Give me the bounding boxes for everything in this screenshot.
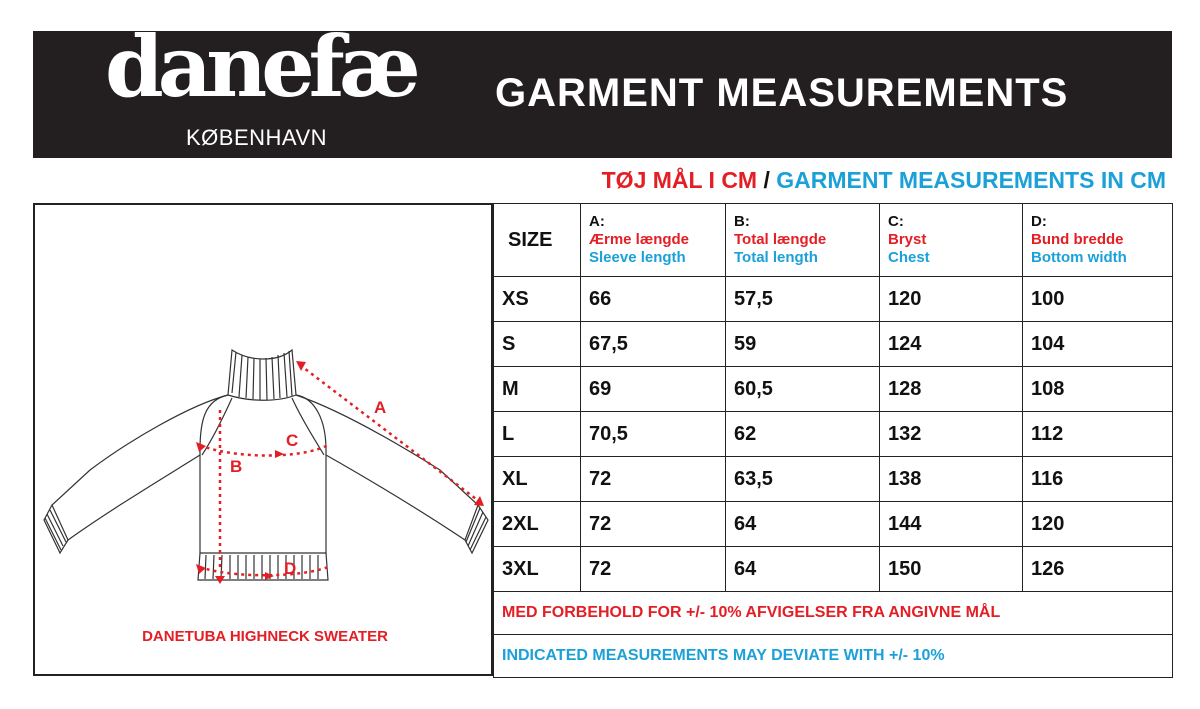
product-name: DANETUBA HIGHNECK SWEATER xyxy=(142,628,388,645)
deviation-note-danish: MED FORBEHOLD FOR +/- 10% AFVIGELSER FRA ANGIVNE MÅL xyxy=(494,592,1173,635)
column-letter: B: xyxy=(734,213,750,230)
column-danish: Bund bredde xyxy=(1031,231,1124,248)
table-row xyxy=(494,412,1173,457)
size-cell: 2XL xyxy=(494,502,581,547)
subtitle-english: GARMENT MEASUREMENTS IN CM xyxy=(776,167,1166,193)
label-b: B xyxy=(230,457,243,476)
column-letter: D: xyxy=(1031,213,1047,230)
sleeve-cell: 72 xyxy=(581,457,726,502)
bottom-cell: 108 xyxy=(1023,367,1173,412)
length-cell: 57,5 xyxy=(726,277,880,322)
deviation-note-english: INDICATED MEASUREMENTS MAY DEVIATE WITH +/- 10% xyxy=(494,635,1173,678)
column-header-a xyxy=(581,204,726,277)
sleeve-cell: 69 xyxy=(581,367,726,412)
table-row xyxy=(494,367,1173,412)
table-row xyxy=(494,277,1173,322)
note-row-english xyxy=(494,635,1173,678)
sleeve-cell: 72 xyxy=(581,502,726,547)
size-table xyxy=(493,203,1173,678)
subtitle-danish: TØJ MÅL I CM xyxy=(601,167,758,193)
size-cell: XS xyxy=(494,277,581,322)
brand-city: KØBENHAVN xyxy=(186,125,328,150)
bottom-cell: 120 xyxy=(1023,502,1173,547)
label-d: D xyxy=(284,559,297,578)
column-header-d xyxy=(1023,204,1173,277)
sweater-outline xyxy=(44,350,488,580)
sleeve-cell: 72 xyxy=(581,547,726,592)
table-header-row xyxy=(494,204,1173,277)
column-english: Sleeve length xyxy=(589,249,686,266)
length-cell: 59 xyxy=(726,322,880,367)
table-row xyxy=(494,457,1173,502)
bottom-cell: 104 xyxy=(1023,322,1173,367)
column-header-b xyxy=(726,204,880,277)
column-danish: Bryst xyxy=(888,231,927,248)
chest-cell: 150 xyxy=(880,547,1023,592)
bottom-cell: 112 xyxy=(1023,412,1173,457)
size-cell: XL xyxy=(494,457,581,502)
column-english: Total length xyxy=(734,249,818,266)
page-title: GARMENT MEASUREMENTS xyxy=(495,71,1069,115)
chest-cell: 124 xyxy=(880,322,1023,367)
column-letter: A: xyxy=(589,213,605,230)
table-row xyxy=(494,547,1173,592)
chest-cell: 120 xyxy=(880,277,1023,322)
sleeve-cell: 70,5 xyxy=(581,412,726,457)
column-header-c xyxy=(880,204,1023,277)
subtitle-separator: / xyxy=(763,167,770,193)
brand-logo: danefæ xyxy=(105,17,415,116)
column-english: Bottom width xyxy=(1031,249,1127,266)
size-cell: M xyxy=(494,367,581,412)
bottom-cell: 126 xyxy=(1023,547,1173,592)
length-cell: 62 xyxy=(726,412,880,457)
table-row xyxy=(494,502,1173,547)
note-row-danish xyxy=(494,592,1173,635)
length-cell: 64 xyxy=(726,547,880,592)
sleeve-cell: 67,5 xyxy=(581,322,726,367)
sleeve-cell: 66 xyxy=(581,277,726,322)
column-danish: Ærme længde xyxy=(589,231,690,248)
bottom-cell: 116 xyxy=(1023,457,1173,502)
chest-cell: 138 xyxy=(880,457,1023,502)
size-cell: L xyxy=(494,412,581,457)
length-cell: 63,5 xyxy=(726,457,880,502)
size-cell: 3XL xyxy=(494,547,581,592)
bottom-cell: 100 xyxy=(1023,277,1173,322)
column-letter: C: xyxy=(888,213,904,230)
column-english: Chest xyxy=(888,249,930,266)
size-cell: S xyxy=(494,322,581,367)
column-danish: Total længde xyxy=(734,231,827,248)
size-header: SIZE xyxy=(494,204,581,277)
label-c: C xyxy=(286,431,299,450)
chest-cell: 132 xyxy=(880,412,1023,457)
chest-cell: 144 xyxy=(880,502,1023,547)
length-cell: 60,5 xyxy=(726,367,880,412)
chest-cell: 128 xyxy=(880,367,1023,412)
table-row xyxy=(494,322,1173,367)
length-cell: 64 xyxy=(726,502,880,547)
label-a: A xyxy=(374,398,387,417)
